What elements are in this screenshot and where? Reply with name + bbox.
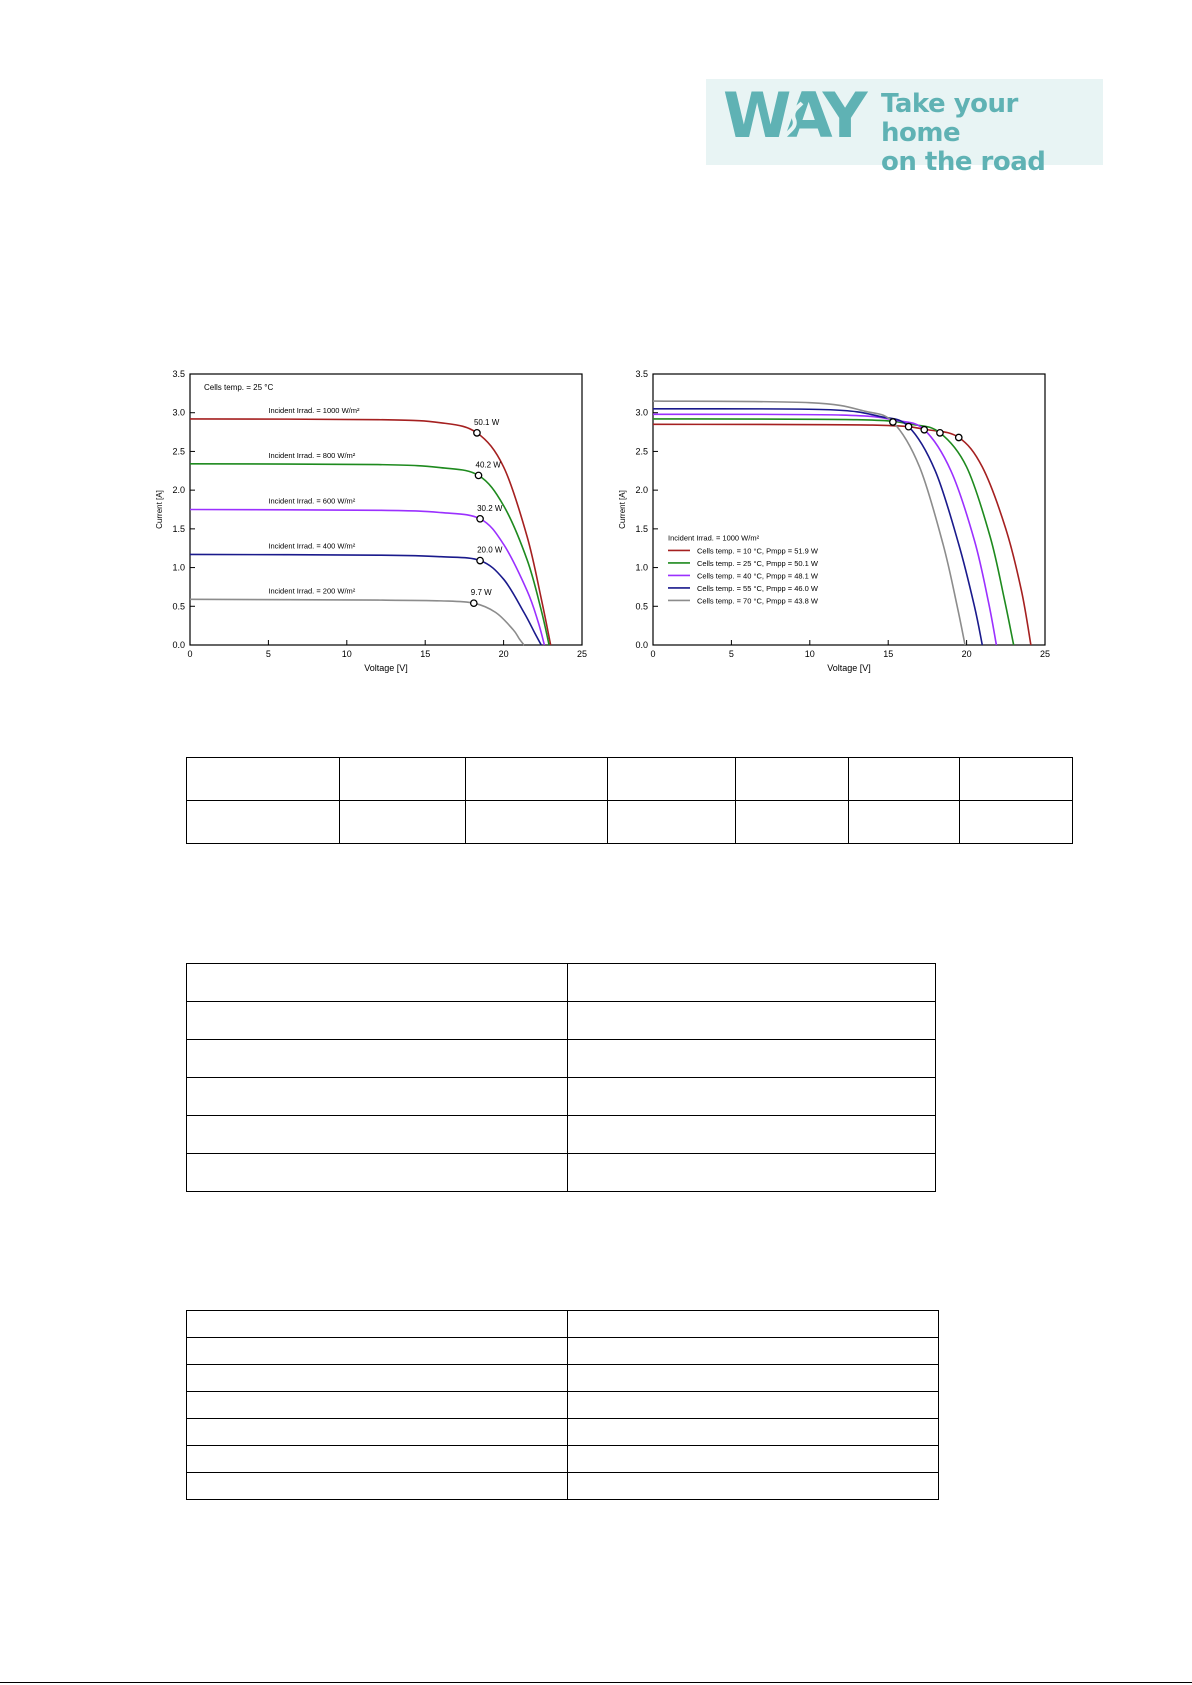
mpp-marker bbox=[471, 600, 477, 606]
x-tick-label: 10 bbox=[341, 649, 352, 659]
legend-entry: Cells temp. = 25 °C, Pmpp = 50.1 W bbox=[697, 558, 818, 568]
table-cell bbox=[848, 801, 959, 844]
x-tick-label: 15 bbox=[420, 649, 431, 659]
table-3 bbox=[186, 1310, 939, 1500]
table-cell bbox=[187, 1419, 568, 1446]
legend-entry: Cells temp. = 40 °C, Pmpp = 48.1 W bbox=[697, 571, 818, 581]
y-tick-label: 2.0 bbox=[172, 485, 185, 496]
x-tick-label: 25 bbox=[576, 649, 588, 659]
table-cell bbox=[568, 1365, 939, 1392]
table-cell bbox=[568, 1392, 939, 1419]
y-tick-label: 0.5 bbox=[635, 601, 648, 612]
y-tick-label: 3.0 bbox=[172, 407, 185, 418]
table-cell bbox=[187, 758, 340, 801]
iv-curve-temperature-svg bbox=[611, 365, 1051, 675]
x-tick-label: 15 bbox=[883, 649, 894, 659]
series-label: Incident Irrad. = 200 W/m² bbox=[268, 586, 356, 596]
y-tick-label: 0.0 bbox=[172, 640, 185, 650]
table-cell bbox=[187, 801, 340, 844]
mpp-marker bbox=[905, 423, 911, 429]
table-cell bbox=[608, 801, 736, 844]
table-cell bbox=[568, 964, 936, 1002]
series-line bbox=[653, 409, 982, 645]
x-axis-label: Voltage [V] bbox=[827, 663, 871, 673]
table-cell bbox=[568, 1040, 936, 1078]
mpp-label: 30.2 W bbox=[477, 503, 503, 513]
table-row bbox=[187, 1040, 936, 1078]
series-3 bbox=[190, 510, 544, 646]
mpp-marker bbox=[477, 557, 483, 563]
table-cell bbox=[959, 758, 1072, 801]
y-tick-label: 1.0 bbox=[172, 562, 185, 573]
series-line bbox=[190, 510, 544, 646]
series-label: Incident Irrad. = 400 W/m² bbox=[268, 541, 356, 551]
y-tick-label: 3.0 bbox=[635, 407, 648, 418]
table-cell bbox=[339, 758, 466, 801]
legend-entry: Cells temp. = 55 °C, Pmpp = 46.0 W bbox=[697, 583, 818, 593]
mpp-marker bbox=[474, 430, 480, 436]
table-row bbox=[187, 1392, 939, 1419]
table-row bbox=[187, 1365, 939, 1392]
table-cell bbox=[466, 758, 608, 801]
x-axis-label: Voltage [V] bbox=[364, 663, 408, 673]
x-tick-label: 20 bbox=[961, 649, 972, 659]
way-logo bbox=[706, 79, 1103, 177]
table-cell bbox=[339, 801, 466, 844]
y-tick-label: 1.5 bbox=[172, 523, 185, 534]
road-icon bbox=[776, 101, 806, 145]
mpp-marker bbox=[477, 516, 483, 522]
table-cell bbox=[187, 1365, 568, 1392]
y-tick-label: 2.0 bbox=[635, 485, 648, 496]
table-row bbox=[187, 1473, 939, 1500]
table-cell bbox=[187, 1116, 568, 1154]
table-cell bbox=[568, 1338, 939, 1365]
table-row bbox=[187, 758, 1073, 801]
y-tick-label: 3.5 bbox=[635, 369, 648, 379]
table-cell bbox=[187, 1311, 568, 1338]
series-2 bbox=[653, 419, 1014, 645]
x-tick-label: 20 bbox=[498, 649, 509, 659]
table-row bbox=[187, 1338, 939, 1365]
table-cell bbox=[568, 1002, 936, 1040]
mpp-label: 20.0 W bbox=[477, 545, 503, 555]
table-row bbox=[187, 1419, 939, 1446]
y-axis-label: Current [A] bbox=[618, 490, 627, 529]
mpp-marker bbox=[890, 419, 896, 425]
table-cell bbox=[568, 1446, 939, 1473]
table-cell bbox=[187, 1473, 568, 1500]
y-tick-label: 2.5 bbox=[172, 446, 185, 457]
y-tick-label: 0.5 bbox=[172, 601, 185, 612]
legend-entry: Cells temp. = 70 °C, Pmpp = 43.8 W bbox=[697, 596, 818, 606]
table-cell bbox=[568, 1473, 939, 1500]
legend-title: Incident Irrad. = 1000 W/m² bbox=[668, 533, 760, 543]
x-tick-label: 0 bbox=[650, 649, 656, 659]
table-cell bbox=[187, 1002, 568, 1040]
y-tick-label: 0.0 bbox=[635, 640, 648, 650]
table-1 bbox=[186, 757, 1073, 844]
x-tick-label: 5 bbox=[265, 649, 271, 659]
table-cell bbox=[568, 1078, 936, 1116]
iv-curve-irradiance-svg bbox=[148, 365, 588, 675]
table-cell bbox=[187, 1392, 568, 1419]
x-tick-label: 5 bbox=[728, 649, 734, 659]
table-cell bbox=[187, 1154, 568, 1192]
table-cell bbox=[466, 801, 608, 844]
table-row bbox=[187, 964, 936, 1002]
table-row bbox=[187, 1154, 936, 1192]
series-line bbox=[653, 414, 996, 645]
logo-tagline-line-2: on the road bbox=[881, 147, 1046, 177]
mpp-marker bbox=[475, 472, 481, 478]
logo-tagline-line-1: Take your home bbox=[881, 89, 1018, 148]
iv-curve-temperature-chart bbox=[611, 365, 1051, 675]
x-tick-label: 0 bbox=[187, 649, 193, 659]
table-cell bbox=[568, 1419, 939, 1446]
footer-rule bbox=[0, 1682, 1192, 1683]
table-cell bbox=[187, 1078, 568, 1116]
table-cell bbox=[736, 758, 849, 801]
mpp-label: 9.7 W bbox=[470, 588, 492, 598]
table-row bbox=[187, 1446, 939, 1473]
chart-note: Cells temp. = 25 °C bbox=[204, 383, 274, 392]
y-tick-label: 2.5 bbox=[635, 446, 648, 457]
series-label: Incident Irrad. = 600 W/m² bbox=[268, 496, 356, 506]
mpp-marker bbox=[921, 427, 927, 433]
mpp-label: 40.2 W bbox=[475, 460, 501, 470]
series-label: Incident Irrad. = 1000 W/m² bbox=[268, 405, 360, 415]
series-1 bbox=[190, 419, 551, 645]
table-cell bbox=[187, 1338, 568, 1365]
series-line bbox=[190, 419, 551, 645]
y-tick-label: 3.5 bbox=[172, 369, 185, 379]
x-tick-label: 10 bbox=[804, 649, 815, 659]
table-cell bbox=[736, 801, 849, 844]
series-3 bbox=[653, 414, 996, 645]
series-label: Incident Irrad. = 800 W/m² bbox=[268, 450, 356, 460]
table-cell bbox=[959, 801, 1072, 844]
table-cell bbox=[568, 1154, 936, 1192]
table-row bbox=[187, 1311, 939, 1338]
series-line bbox=[653, 419, 1014, 645]
table-row bbox=[187, 1078, 936, 1116]
table-2 bbox=[186, 963, 936, 1192]
logo-tagline bbox=[881, 90, 1103, 177]
y-axis-label: Current [A] bbox=[155, 490, 164, 529]
table-cell bbox=[187, 1446, 568, 1473]
table-cell bbox=[187, 1040, 568, 1078]
mpp-marker bbox=[956, 434, 962, 440]
y-tick-label: 1.0 bbox=[635, 562, 648, 573]
table-row bbox=[187, 1116, 936, 1154]
table-cell bbox=[568, 1311, 939, 1338]
x-tick-label: 25 bbox=[1039, 649, 1051, 659]
table-row bbox=[187, 801, 1073, 844]
mpp-label: 50.1 W bbox=[473, 417, 500, 427]
table-cell bbox=[848, 758, 959, 801]
table-cell bbox=[568, 1116, 936, 1154]
table-row bbox=[187, 1002, 936, 1040]
legend-entry: Cells temp. = 10 °C, Pmpp = 51.9 W bbox=[697, 546, 818, 556]
table-cell bbox=[187, 964, 568, 1002]
logo-mark: WAY bbox=[723, 79, 864, 152]
y-tick-label: 1.5 bbox=[635, 523, 648, 534]
iv-curve-irradiance-chart bbox=[148, 365, 588, 675]
mpp-marker bbox=[937, 430, 943, 436]
table-cell bbox=[608, 758, 736, 801]
series-4 bbox=[653, 409, 982, 645]
